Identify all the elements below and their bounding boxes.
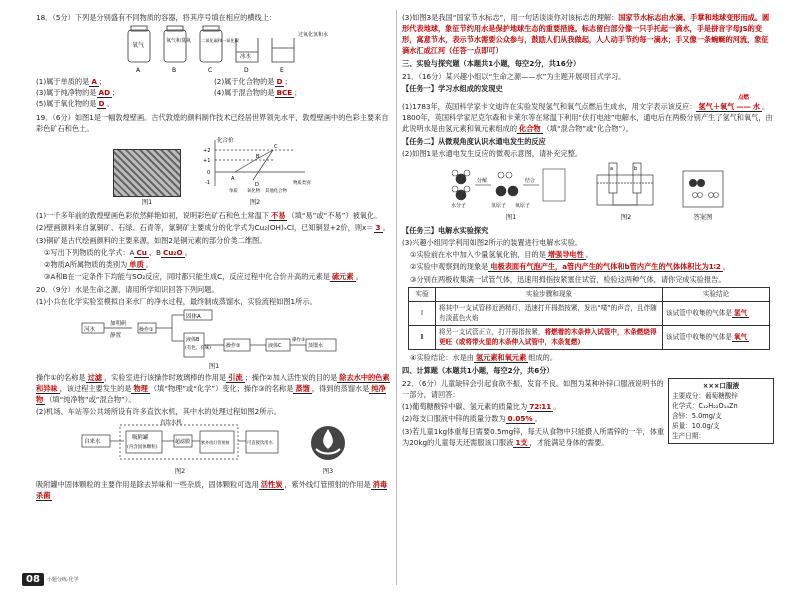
q20-part1: (1)小兵在化学实验室模拟自来水厂的净水过程，最终制成蒸馏水，实验流程如图1所示。 <box>36 297 317 307</box>
fig-letter-e: E <box>280 67 284 75</box>
section-heading: 三、实验与探究题（本题共1小题，每空2分，共16分） <box>402 59 581 68</box>
answer-blank: 化合物 <box>519 124 541 134</box>
text: 该试管中收集的气体是 <box>666 332 732 341</box>
text: (1)1783年，英国科学家卡文迪许在实验发现氢气和氧气点燃后生成水，用文字表示该反应： <box>402 102 697 112</box>
q20-figures <box>36 419 392 477</box>
text: 操作①的名称是 <box>36 372 86 382</box>
table-header-row <box>409 287 770 302</box>
text: 。 <box>355 272 363 282</box>
answer-blank: 蒸馏 <box>295 383 310 393</box>
question-22 <box>402 378 774 448</box>
text: ④实验结论：水是由 <box>410 353 474 362</box>
q18-figure <box>126 24 356 76</box>
flow-label: 加明矾 <box>110 320 127 327</box>
fig-label-d: 冰水 <box>240 54 252 61</box>
tube-label-b: b <box>634 165 638 172</box>
x-item: 氧化物 <box>247 189 261 195</box>
text: ，实验室进行该操作时玻璃棒的作用是 <box>103 372 227 382</box>
page-number: 08 <box>22 573 44 586</box>
text: 吸附罐中固体颗粒的主要作用是除去异味和一些杂质，固体颗粒可选用 <box>36 479 259 489</box>
figure-caption: 图2 <box>249 198 261 207</box>
point-d: D <box>255 182 259 189</box>
electrolysis-apparatus <box>591 161 661 209</box>
q18-item5: (5)属于氧化物的是 <box>36 99 97 109</box>
answer-blank: 消毒杀菌 <box>36 479 388 500</box>
text: （填“混合物”或“化合物”）。 <box>542 124 633 134</box>
answer-blank: 氢元素和氧元素 <box>475 353 527 362</box>
answer-blank: 3 <box>375 223 381 233</box>
text: 该试管中收集的气体是 <box>666 308 732 317</box>
answer-blank: 硫元素 <box>331 272 354 282</box>
answer-blank: 引流 <box>228 372 243 382</box>
text: ①实验前在水中加入少量氢氧化钠，目的是 <box>410 250 546 260</box>
answer-blank: 氢气＋氧气 <box>698 102 735 112</box>
q19-part1: (1)一千多年前的敦煌壁画色彩依然鲜艳如初，说明彩色矿石和色土常温下 <box>36 211 269 221</box>
medicine-line: 质量：10.0g/支 <box>672 422 720 430</box>
table-cell <box>663 326 770 350</box>
page-footer <box>22 573 79 586</box>
fig-letter-b: B <box>172 67 177 75</box>
answer-blank: BCE <box>276 88 293 98</box>
flow-node: 蒸馏水 <box>308 342 324 349</box>
q19-part2: (2)壁画颜料来自氯铜矿、石绿、石青等，氯铜矿主要成分的化学式为Cu₂(OH)ₓCl，已知铜显+2价，则x＝ <box>36 223 374 233</box>
answer-text: 国家节水标志由水滴、手掌和地球变形而成。圆形代表地球，象征节约用水是保护地球生态的重要措施。标志留白部分像一只手托起一滴水，手是拼音字母JS的变形，寓意节水，表示节水需要公众参与，鼓励人们从我做起，人人动手节约每一滴水；手又像一条蜿蜒的河流，象征滴水汇成江河（任答一点即可） <box>402 13 770 55</box>
medicine-label-box <box>668 378 774 444</box>
answer-blank: 纯净物 <box>36 383 386 404</box>
text: ③分别在两极收集满一试管气体，迅速用拇指按紧塞住试管，检验这两种气体，请你完成实验报告。 <box>410 274 726 284</box>
water-saving-logo <box>308 423 348 463</box>
q19-part2-end: 。 <box>382 223 390 233</box>
left-column <box>36 12 392 502</box>
answer-equation: 氢气＋氧气 点燃 —— 水 <box>698 95 760 112</box>
text: ②实验中观察到的现象是 <box>410 262 489 272</box>
column-header: 实验结论 <box>663 287 770 302</box>
flow-node: 操作② <box>226 342 241 349</box>
q18-item3: (3)属于纯净物的是 <box>36 88 97 98</box>
tick: -1 <box>205 180 210 187</box>
text: ；操作②加入活性炭的目的是 <box>244 372 338 382</box>
text: 将另一支试管正立，打开拇指按紧， <box>439 328 545 336</box>
text: 。 <box>553 402 561 412</box>
task-heading: 【任务一】学习水组成的发现史 <box>402 84 503 94</box>
answer-diagram <box>681 169 725 209</box>
medicine-line: 主要成分：葡萄糖酸锌 <box>672 392 738 400</box>
q18-stem: 18．（5分）下列是分别盛有不同物质的容器，将其序号填在相应的横线上： <box>36 13 277 22</box>
q21-figures <box>402 161 774 223</box>
flow-node: (有色、有味) <box>185 345 212 351</box>
flow-node: 操作③ <box>292 337 306 343</box>
flow-node: 固体A <box>186 313 201 320</box>
copper-valence-chart <box>195 136 315 194</box>
dunhuang-mural-image <box>113 149 181 197</box>
tick: 0 <box>207 170 211 177</box>
tick: +2 <box>203 148 211 155</box>
figure-caption: 图1 <box>141 198 153 207</box>
text: (1)葡萄糖酸锌中碳、氢元素的质量比为 <box>402 402 528 412</box>
answer-blank: 增强导电性 <box>547 250 584 260</box>
q19-part3-3: ③A和B在一定条件下均能与SO₂反应，同时都只能生成C，反应过程中化合价升高的元素是 <box>44 272 330 282</box>
table-cell: 将其中一支试管移近酒精灯，迅速打开拇指按紧，发出“噗”的声音，且伴随有淡蓝色火焰 <box>436 302 663 326</box>
water-molecule-diagram <box>451 161 571 209</box>
point-a: A <box>231 176 235 183</box>
column-header: 实验 <box>409 287 436 302</box>
q18-item2: (2)属于化合物的是 <box>214 77 275 87</box>
q21-stem: 21．（16分）某兴趣小组以“生命之源——水”为主题开展项目式学习。 <box>402 72 626 81</box>
q19-part3-1: ①写出下列物质的化学式：A <box>44 247 135 257</box>
medicine-line: 生产日期： <box>672 432 705 440</box>
arrow-label: 结合 <box>525 177 536 184</box>
question-21 <box>402 71 774 363</box>
fig-letter-a: A <box>136 67 141 75</box>
q19-part3-2: ②物质A所属物质的类别为 <box>44 259 128 269</box>
text: （填“纯净物”或“混合物”）。 <box>45 394 136 404</box>
reaction-condition: 点燃 <box>738 95 750 102</box>
medicine-line: 含锌：5.0mg/支 <box>672 412 722 420</box>
text: ，得到的蒸馏水是 <box>311 383 370 393</box>
table-cell <box>436 326 663 350</box>
text: (2)如图1是水通电发生反应的微观示意图，请补充完整。 <box>402 148 583 158</box>
medicine-line: 化学式：C₁₂H₂₂O₁₄Zn <box>672 402 738 410</box>
fig-letter-c: C <box>208 67 213 75</box>
answer-text: 将燃着的木条伸入试管中，木条燃烧得更旺（或将带火星的木条伸入试管中，木条复燃） <box>439 328 657 346</box>
task-heading: 【任务二】从微观角度认识水通电发生的反应 <box>402 136 546 146</box>
text: ，才能满足身体的需要。 <box>529 437 609 447</box>
figure-caption: 图2 <box>620 212 632 221</box>
answer-blank: AD <box>98 88 111 98</box>
flow-node: 河水 <box>84 326 96 333</box>
answer-blank: 0.05% <box>507 414 533 424</box>
text: 。 <box>585 250 593 260</box>
tick: +1 <box>203 158 211 165</box>
answer-blank: 氧气 <box>733 332 748 341</box>
answer-blank: 水 <box>752 102 760 112</box>
q18-item4: (4)属于混合物的是 <box>214 88 275 98</box>
answer-blank: 72∶11 <box>529 402 552 412</box>
legend-label: 氢原子 <box>491 202 507 209</box>
text: (2)每支口服液中锌的质量分数为 <box>402 414 506 424</box>
drinking-machine-diagram <box>80 419 280 463</box>
q19-part3: (3)铜矿是古代绘画颜料的主要来源，如图2是铜元素的部分价类二维图。 <box>36 235 267 245</box>
section-heading: 四、计算题（本题共1小题，每空2分，共6分） <box>402 366 554 375</box>
x-item: 其他化合物 <box>265 189 287 195</box>
text: （填“物理”或“化学”）变化；操作③的名称是 <box>149 383 294 393</box>
text: 。 <box>145 259 153 269</box>
q19-figures <box>36 136 392 208</box>
medicine-title: ×××口服液 <box>702 382 740 390</box>
table-cell: Ⅰ <box>409 302 436 326</box>
question-20-part3 <box>402 12 774 56</box>
answer-blank: 电极表面有气泡产生，a管内产生的气体和b管内产生的气体体积比为1∶2 <box>490 262 721 272</box>
text: (3)如图3是我国“国家节水标志”，用一句话谈谈你对该标志的理解： <box>402 13 619 22</box>
text: (3)兴趣小组同学利用如图2所示的装置进行电解水实验。 <box>402 237 583 247</box>
tube-label-a: a <box>610 165 614 172</box>
figure-caption: 图2 <box>174 466 186 475</box>
arrow-label: 分解 <box>477 177 488 184</box>
text: ，该过程主要发生的是 <box>59 383 132 393</box>
answer-blank: D <box>276 77 283 87</box>
flow-node: 可直接饮用水 <box>247 440 273 446</box>
fig-label-e: 过氧化氢和水 <box>298 32 329 39</box>
x-item: 单质 <box>229 189 238 195</box>
flow-node: 紫外线灯管照射 <box>201 439 230 445</box>
flow-node: 液体C <box>268 342 282 349</box>
point-c: C <box>274 144 278 151</box>
legend-label: 水分子 <box>451 202 467 209</box>
right-column <box>402 12 774 449</box>
question-19 <box>36 112 392 282</box>
fig-letter-d: D <box>244 67 249 75</box>
text: 。 <box>184 247 192 257</box>
column-header: 实验步骤和现象 <box>436 287 663 302</box>
text: 。 <box>722 262 731 272</box>
q20-stem: 20．（9分）水是生命之源，请用所学知识回答下列问题。 <box>36 285 219 295</box>
answer-blank: A <box>91 77 97 87</box>
q18-item1: (1)属于单质的是 <box>36 77 90 87</box>
question-20 <box>36 284 392 501</box>
q19-stem: 19．（6分）如图1是一幅敦煌壁画。古代敦煌的颜料制作技术已经居世界领先水平，敦煌壁画中的色彩主要来自彩色矿石和色土。 <box>36 113 389 134</box>
flow-node: 液体B <box>186 336 200 343</box>
figure-caption: 图1 <box>208 361 220 370</box>
text: 。1800年，英国科学家尼克尔森和卡莱尔等在常温下利用“伏打电池”电解水，通电后在两极分别产生了氢气和氧气，由此说明水是由氢元素和氧元素组成的 <box>402 102 773 134</box>
flow-node: 超滤膜 <box>175 438 191 445</box>
question-18: 18．（5分）下列是分别盛有不同物质的容器，将其序号填在相应的横线上： 氧气 氧气和臭氧 二氧化碳和一氧化碳 冰水 过氧化氢和水 A B C D E (1)属于单质的是 A ； (2)属于化合物的是 D ； (3)属于纯净物的是 AD ； (4)属于混合物的是 BCE ； (5)属于氧化物的是 D 。 <box>36 12 392 109</box>
table-cell <box>663 302 770 326</box>
answer-blank: 物理 <box>133 383 148 393</box>
q20-part2: (2)机场、车站等公共场所设有许多直饮水机，其中水的处理过程如图2所示。 <box>36 406 281 416</box>
answer-blank: Cu₂O <box>162 247 183 257</box>
text: ，紫外线灯管照射的作用是 <box>284 479 371 489</box>
flow-node: (内含固体颗粒) <box>127 444 158 450</box>
answer-blank: D <box>98 99 105 109</box>
column-divider <box>396 10 397 585</box>
legend-label: 氧原子 <box>515 202 531 209</box>
answer-blank: 单质 <box>129 259 144 269</box>
flow-label: 静置 <box>110 332 122 339</box>
experiment-report-table <box>408 287 770 351</box>
fig-label-a: 氧气 <box>132 42 145 50</box>
brand-mark: 小题分练·化学 <box>46 576 79 583</box>
q22-stem: 22．（6分）儿童缺锌会引起食欲不振、发育不良。如图为某种补锌口服液说明书的一部分，请回答： <box>402 379 664 399</box>
flow-node: 吸附罐 <box>132 434 149 441</box>
figure-caption: 答案图 <box>693 212 713 221</box>
flow-node: 直饮水机 <box>160 419 183 426</box>
fig-label-c: 二氧化碳和一氧化碳 <box>201 38 239 44</box>
text: 、B <box>148 247 161 257</box>
answer-blank: 氢气 <box>733 308 748 317</box>
figure-caption: 图3 <box>322 466 334 475</box>
answer-blank: 除去水中的色素和异味 <box>36 372 390 393</box>
text: 。 <box>534 414 542 424</box>
y-axis-label: 化合价 <box>217 138 234 145</box>
table-row <box>409 326 770 350</box>
task-heading: 【任务三】电解水实验探究 <box>402 225 489 235</box>
answer-blank: 活性炭 <box>260 479 283 489</box>
point-b: B <box>256 154 260 161</box>
text: 组成的。 <box>528 353 558 362</box>
table-row <box>409 302 770 326</box>
purification-flow-diagram <box>80 309 340 361</box>
answer-blank: Cu <box>136 247 147 257</box>
flow-node: 操作① <box>139 326 154 333</box>
answer-blank: 1支 <box>515 437 528 447</box>
answer-blank: 过滤 <box>87 372 102 382</box>
flow-node: 自来水 <box>84 438 101 445</box>
text: (3)若儿童1kg体重每日需要0.5mg锌，每天从食物中只能摄入所需锌的一半，体重为20kg的儿童每天还需服该口服液 <box>402 426 665 447</box>
answer-blank: 不易 <box>271 211 286 221</box>
figure-caption: 图1 <box>505 212 517 221</box>
fig-label-b: 氧气和臭氧 <box>166 38 192 45</box>
q19-part1-end: （填“易”或“不易”）被氧化。 <box>287 211 382 221</box>
table-cell: Ⅱ <box>409 326 436 350</box>
x-item: 物质类别 <box>293 181 311 187</box>
